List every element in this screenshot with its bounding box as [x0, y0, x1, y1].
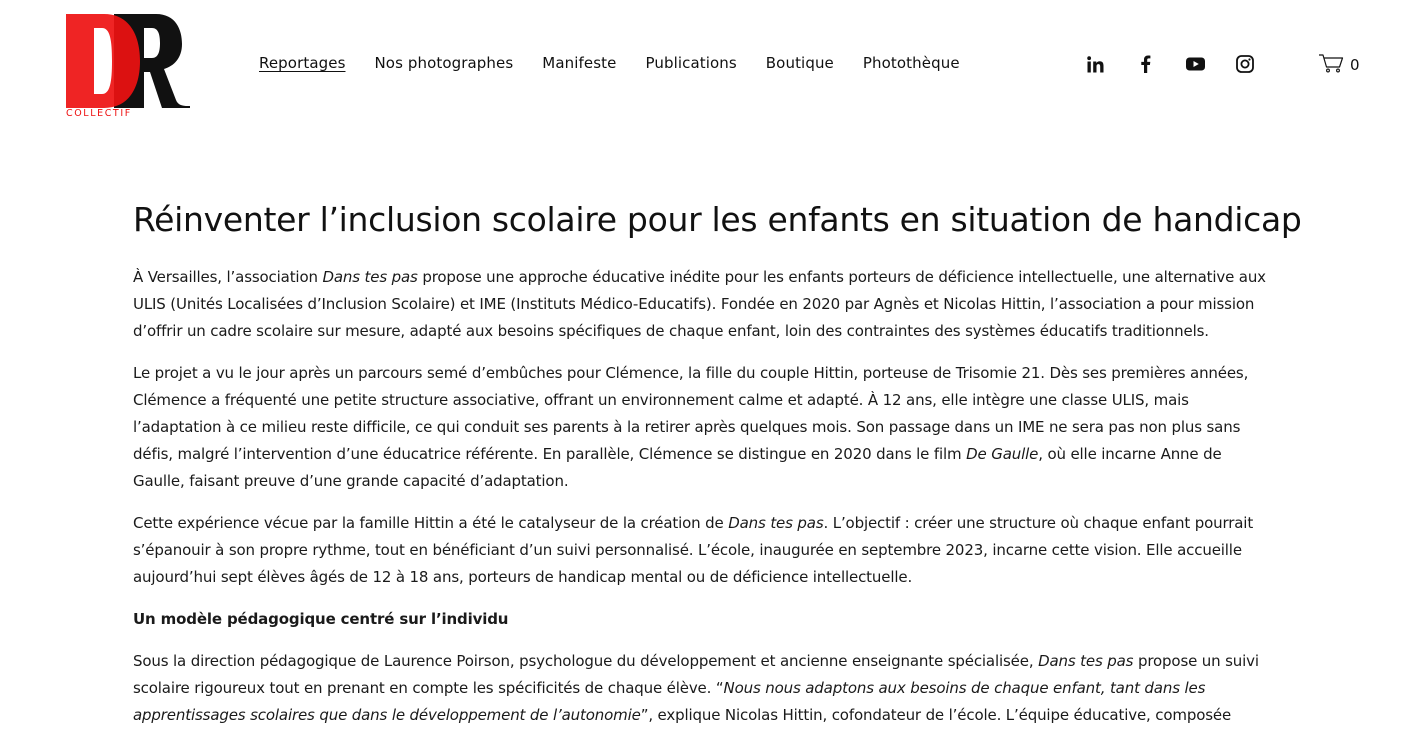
nav-reportages[interactable]: Reportages: [259, 54, 346, 72]
nav-publications[interactable]: Publications: [645, 54, 737, 72]
linkedin-icon[interactable]: [1085, 54, 1105, 74]
article-paragraph: Le projet a vu le jour après un parcours semé d’embûches pour Clémence, la fille du couple Hittin, porteuse de Trisomie 21. Dès ses premières années, Clémence a fréquenté une petite structure associative, offrant un environnement calme et adapté. À 12 ans, elle intègre une classe ULIS, mais l’adaptation à ce milieu reste difficile, ce qui conduit ses parents à la retirer après quelques mois. Son passage dans un IME ne sera pas non plus sans défis, malgré l’intervention d’une éducatrice référente. En parallèle, Clémence se distingue en 2020 dans le film De Gaulle, où elle incarne Anne de Gaulle, faisant preuve d’une grande capacité d’adaptation.: [133, 363, 1249, 490]
nav-phototheque[interactable]: Photothèque: [862, 54, 960, 72]
instagram-icon[interactable]: [1235, 54, 1255, 74]
cart-count: 0: [1350, 56, 1360, 74]
nav-nos-photographes[interactable]: Nos photographes: [374, 54, 514, 72]
article: [133, 200, 1302, 744]
article-subheading: Un modèle pédagogique centré sur l’individu: [133, 609, 509, 628]
logo-subtitle: COLLECTIF: [66, 108, 132, 118]
cart-icon: [1318, 53, 1344, 77]
site-logo[interactable]: [64, 12, 192, 118]
site-header: [0, 0, 1421, 130]
youtube-icon[interactable]: [1185, 54, 1205, 74]
nav-manifeste[interactable]: Manifeste: [542, 54, 617, 72]
main-navigation: [259, 54, 960, 72]
nav-boutique[interactable]: Boutique: [765, 54, 834, 72]
social-links: [1085, 54, 1255, 74]
cart-button[interactable]: [1318, 53, 1360, 77]
article-title: Réinventer l’inclusion scolaire pour les enfants en situation de handicap: [133, 200, 1302, 239]
article-paragraph: À Versailles, l’association Dans tes pas propose une approche éducative inédite pour les enfants porteurs de déficience intellectuelle, une alternative aux ULIS (Unités Localisées d’Inclusion Scolaire) et IME (Instituts Médico-Educatifs). Fondée en 2020 par Agnès et Nicolas Hittin, l’association a pour mission d’offrir un cadre scolaire sur mesure, adapté aux besoins spécifiques de chaque enfant, loin des contraintes des systèmes éducatifs traditionnels.: [133, 267, 1266, 340]
facebook-icon[interactable]: [1135, 54, 1155, 74]
article-paragraph: Cette expérience vécue par la famille Hittin a été le catalyseur de la création de Dans tes pas. L’objectif : créer une structure où chaque enfant pourrait s’épanouir à son propre rythme, tout en bénéficiant d’un suivi personnalisé. L’école, inaugurée en septembre 2023, incarne cette vision. Elle accueille aujourd’hui sept élèves âgés de 12 à 18 ans, porteurs de handicap mental ou de déficience intellectuelle.: [133, 513, 1254, 586]
article-paragraph: Sous la direction pédagogique de Laurence Poirson, psychologue du développement et ancienne enseignante spécialisée, Dans tes pas propose un suivi scolaire rigoureux tout en prenant en compte les spécificités de chaque élève. “Nous nous adaptons aux besoins de chaque enfant, tant dans les apprentissages scolaires que dans le développement de l’autonomie”, explique Nicolas Hittin, cofondateur de l’école. L’équipe éducative, composée: [133, 651, 1259, 724]
